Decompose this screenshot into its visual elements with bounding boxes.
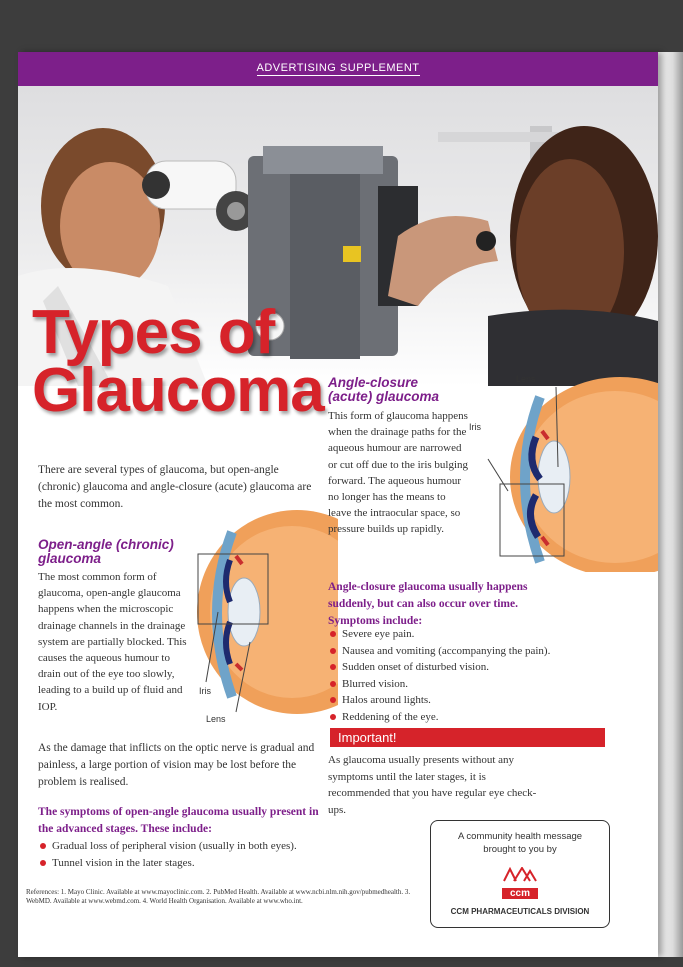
- page-title: [32, 298, 324, 425]
- open-angle-heading-line-1: Open-angle (chronic): [38, 537, 174, 552]
- banner-text: ADVERTISING SUPPLEMENT: [256, 62, 420, 74]
- angle-closure-iris-label: Iris: [469, 422, 481, 432]
- company-name: CCM PHARMACEUTICALS DIVISION: [450, 907, 590, 916]
- list-item: Nausea and vomiting (accompanying the pain).: [330, 643, 630, 660]
- ccm-logo-mark: [502, 867, 538, 883]
- list-item: Sudden onset of disturbed vision.: [330, 659, 630, 676]
- important-body: As glaucoma usually presents without any symptoms until the later stages, it is recommended that you have regular eye check-ups.: [328, 754, 537, 816]
- list-item: Halos around lights.: [330, 692, 630, 709]
- damage-paragraph: As the damage that inflicts on the optic nerve is gradual and painless, a large portion of vision may be lost before the problem is realised.: [38, 742, 315, 788]
- ccm-logo-text: ccm: [502, 888, 538, 899]
- references: References: 1. Mayo Clinic. Available at www.mayoclinic.com. 2. PubMed Health. Available at www.ncbi.nlm.nih.gov/pubmedhealth. 3. WebMD. Available at www.webmd.com. 4. World Health Organisation. Available at www.who.int.: [26, 888, 411, 905]
- community-line-1: A community health message: [457, 831, 583, 842]
- open-angle-heading: [38, 538, 174, 566]
- magazine-page: [18, 52, 658, 957]
- angle-closure-heading-line-1: Angle-closure: [328, 375, 419, 390]
- open-angle-eye-diagram: [192, 502, 338, 722]
- community-line-2: brought to you by: [483, 844, 557, 855]
- important-label: Important!: [330, 728, 605, 747]
- angle-closure-heading-line-2: (acute) glaucoma: [328, 389, 440, 404]
- list-item: Blurred vision.: [330, 676, 630, 693]
- open-angle-lens-label: Lens: [206, 714, 226, 724]
- angle-closure-heading: [328, 376, 439, 404]
- community-message-box: [430, 820, 610, 928]
- angle-closure-symptoms-intro: Angle-closure glaucoma usually happens suddenly, but can also occur over time. Symptoms include:: [328, 581, 528, 627]
- angle-closure-body: This form of glaucoma happens when the drainage paths for the aqueous humour are narrowed or cut off due to the iris bulging forward. The aqueous humour no longer has the means to leave the intraocular space, so pressure builds up rapidly.: [328, 410, 469, 536]
- open-angle-symptom-list: [40, 838, 340, 871]
- angle-closure-lens-label: Lens: [516, 374, 536, 384]
- angle-closure-symptom-list: [330, 626, 630, 725]
- list-item: Tunnel vision in the later stages.: [40, 855, 340, 872]
- page-edge: [658, 52, 683, 957]
- open-angle-heading-line-2: glaucoma: [38, 551, 102, 566]
- open-angle-body: The most common form of glaucoma, open-angle glaucoma happens when the microscopic drainage channels in the drainage system are partially blocked. This causes the aqueous humour to drain out of the eye too slowly, leading to a build up of fluid and IOP.: [38, 571, 187, 713]
- angle-closure-eye-diagram: [470, 367, 658, 572]
- list-item: Gradual loss of peripheral vision (usually in both eyes).: [40, 838, 340, 855]
- intro-paragraph: There are several types of glaucoma, but open-angle (chronic) glaucoma and angle-closure (acute) glaucoma are the most common.: [38, 464, 312, 510]
- list-item: Reddening of the eye.: [330, 709, 630, 726]
- open-angle-symptoms-intro: The symptoms of open-angle glaucoma usually present in the advanced stages. These include:: [38, 806, 319, 835]
- list-item: Severe eye pain.: [330, 626, 630, 643]
- title-line-2: Glaucoma: [32, 356, 324, 425]
- open-angle-iris-label: Iris: [199, 686, 211, 696]
- ccm-logo-icon: [502, 867, 538, 899]
- title-line-1: Types of: [32, 298, 275, 367]
- supplement-banner: [18, 52, 658, 86]
